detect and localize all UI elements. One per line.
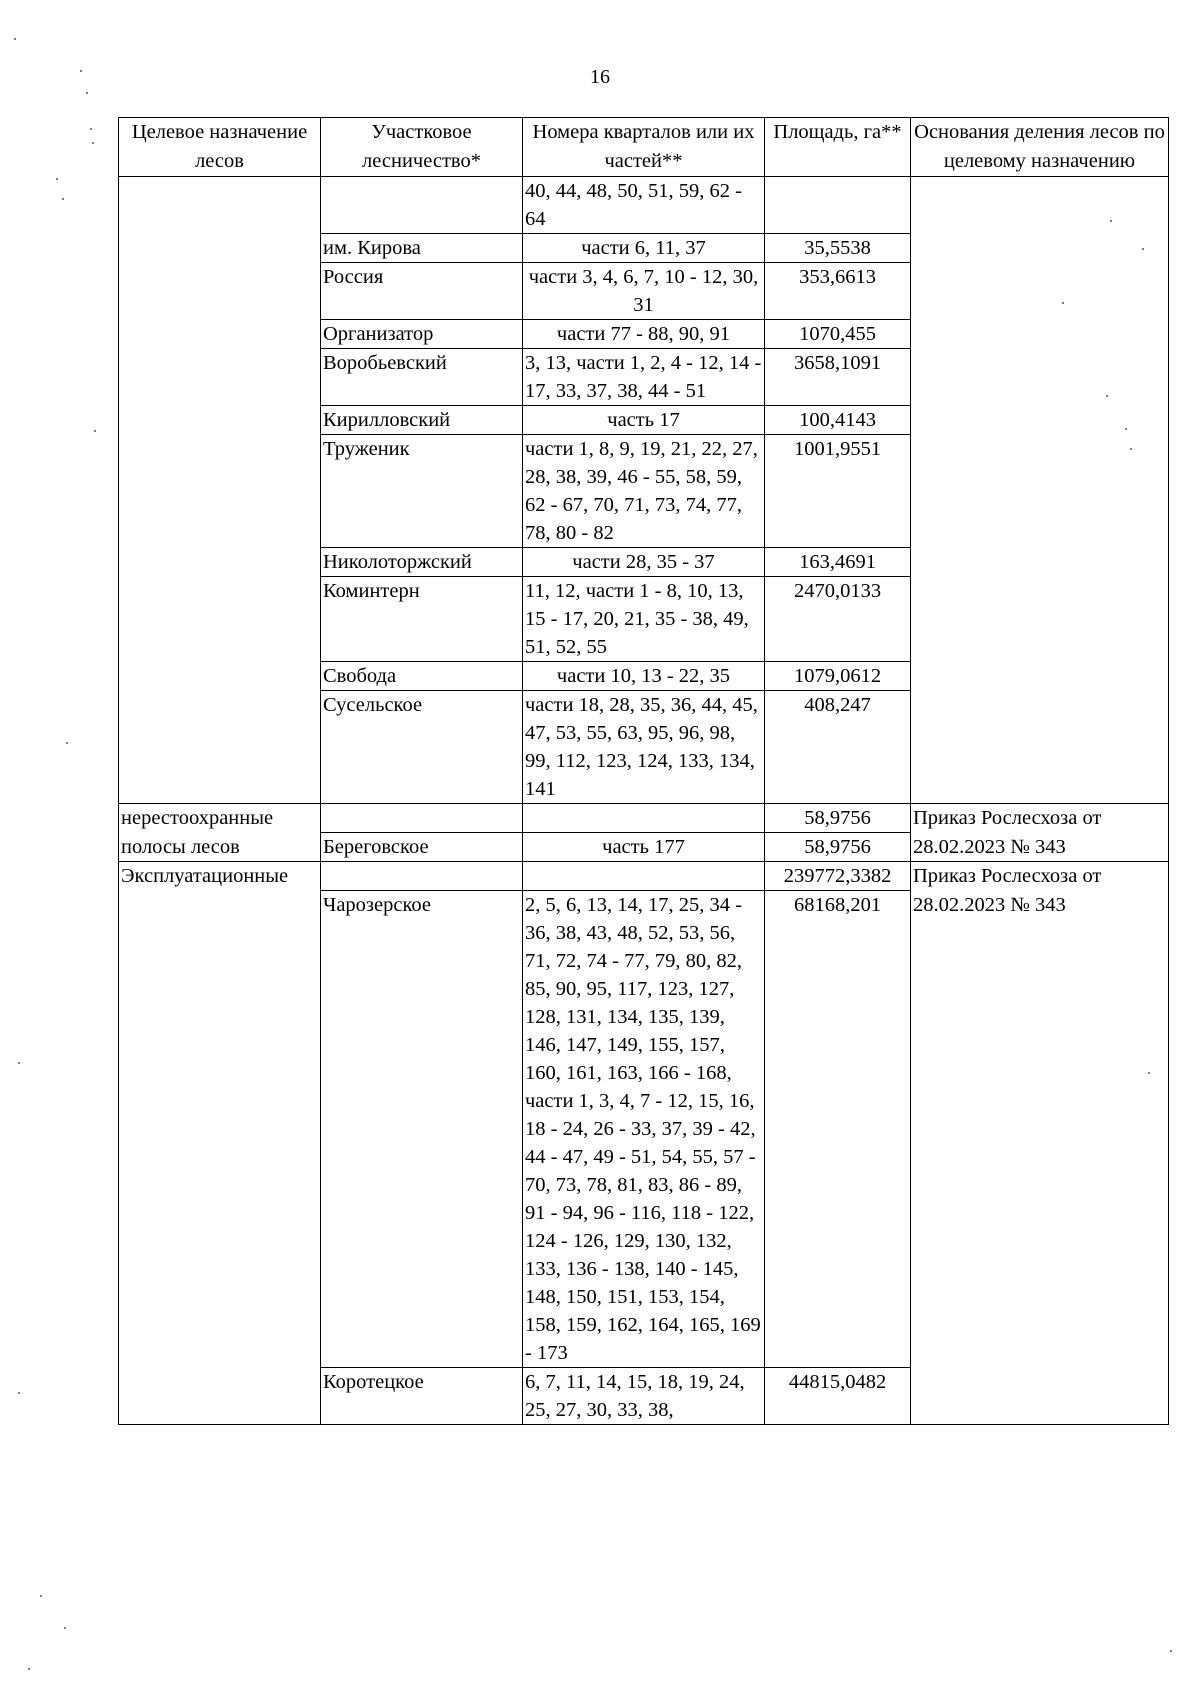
table-row [119, 833, 1169, 862]
area-cell: 1079,0612 [765, 662, 911, 691]
area-cell: 2470,0133 [765, 577, 911, 662]
header-quarters: Номера кварталов или их частей** [523, 118, 765, 177]
quarters-cell: части 3, 4, 6, 7, 10 - 12, 30, 31 [523, 263, 765, 320]
purpose-cell-continued [119, 177, 321, 804]
table-row [119, 1368, 1169, 1425]
purpose-cell: нерестоохранные [119, 804, 321, 833]
district-cell: Свобода [321, 662, 523, 691]
district-cell: Организатор [321, 320, 523, 349]
quarters-cell [523, 804, 765, 833]
area-cell: 353,6613 [765, 263, 911, 320]
district-cell: Труженик [321, 435, 523, 548]
district-cell: Николоторжский [321, 548, 523, 577]
table-row [119, 862, 1169, 891]
quarters-cell: 2, 5, 6, 13, 14, 17, 25, 34 - 36, 38, 43, 48, 52, 53, 56, 71, 72, 74 - 77, 79, 80, 82, 85, 90, 95, 117, 123, 127, 128, 131, 134, 135, 139, 146, 147, 149, 155, 157, 160, 161, 163, 166 - 168, части 1, 3, 4, 7 - 12, 15, 16, 18 - 24, 26 - 33, 37, 39 - 42, 44 - 47, 49 - 51, 54, 55, 57 - 70, 73, 78, 81, 83, 86 - 89, 91 - 94, 96 - 116, 118 - 122, 124 - 126, 129, 130, 132, 133, 136 - 138, 140 - 145, 148, 150, 151, 153, 154, 158, 159, 162, 164, 165, 169 - 173 [523, 891, 765, 1368]
quarters-cell: части 6, 11, 37 [523, 234, 765, 263]
district-cell: Сусельское [321, 691, 523, 804]
district-cell: Воробьевский [321, 349, 523, 406]
quarters-cell: части 1, 8, 9, 19, 21, 22, 27, 28, 38, 39, 46 - 55, 58, 59, 62 - 67, 70, 71, 73, 74, 77, 78, 80 - 82 [523, 435, 765, 548]
district-cell: Чарозерское [321, 891, 523, 1368]
area-cell: 100,4143 [765, 406, 911, 435]
area-cell: 1070,455 [765, 320, 911, 349]
quarters-cell: часть 177 [523, 833, 765, 862]
quarters-cell: 6, 7, 11, 14, 15, 18, 19, 24, 25, 27, 30, 33, 38, [523, 1368, 765, 1425]
table-row [119, 804, 1169, 833]
total-area-cell: 58,9756 [765, 804, 911, 833]
table-row [119, 177, 1169, 234]
area-cell: 163,4691 [765, 548, 911, 577]
district-cell [321, 804, 523, 833]
basis-cell: Приказ Рослесхоза от [911, 804, 1169, 833]
quarters-cell: часть 17 [523, 406, 765, 435]
area-cell: 35,5538 [765, 234, 911, 263]
total-area-cell: 239772,3382 [765, 862, 911, 891]
purpose-cell-continued [119, 891, 321, 1368]
table-row [119, 891, 1169, 1368]
district-cell: Береговское [321, 833, 523, 862]
area-cell: 3658,1091 [765, 349, 911, 406]
header-area: Площадь, га** [765, 118, 911, 177]
basis-cell-continued [911, 1368, 1169, 1425]
district-cell: Коминтерн [321, 577, 523, 662]
basis-cell-continued [911, 177, 1169, 804]
quarters-cell: 3, 13, части 1, 2, 4 - 12, 14 - 17, 33, 37, 38, 44 - 51 [523, 349, 765, 406]
district-cell: Россия [321, 263, 523, 320]
header-district: Участковое лесничество* [321, 118, 523, 177]
area-cell: 68168,201 [765, 891, 911, 1368]
forest-purpose-table [118, 117, 1169, 1425]
basis-cell: Приказ Рослесхоза от [911, 862, 1169, 891]
quarters-cell: 40, 44, 48, 50, 51, 59, 62 - 64 [523, 177, 765, 234]
table-header-row [119, 118, 1169, 177]
quarters-cell: 11, 12, части 1 - 8, 10, 13, 15 - 17, 20, 21, 35 - 38, 49, 51, 52, 55 [523, 577, 765, 662]
area-cell [765, 177, 911, 234]
area-cell: 44815,0482 [765, 1368, 911, 1425]
district-cell: Коротецкое [321, 1368, 523, 1425]
area-cell: 408,247 [765, 691, 911, 804]
district-cell [321, 177, 523, 234]
quarters-cell: части 18, 28, 35, 36, 44, 45, 47, 53, 55, 63, 95, 96, 98, 99, 112, 123, 124, 133, 134, 141 [523, 691, 765, 804]
quarters-cell: части 10, 13 - 22, 35 [523, 662, 765, 691]
basis-cell: 28.02.2023 № 343 [911, 891, 1169, 1368]
quarters-cell: части 28, 35 - 37 [523, 548, 765, 577]
header-basis: Основания деления лесов по целевому назначению [911, 118, 1169, 177]
header-purpose: Целевое назначение лесов [119, 118, 321, 177]
purpose-cell-continued [119, 1368, 321, 1425]
basis-cell: 28.02.2023 № 343 [911, 833, 1169, 862]
page-number: 16 [590, 66, 610, 88]
quarters-cell [523, 862, 765, 891]
area-cell: 1001,9551 [765, 435, 911, 548]
area-cell: 58,9756 [765, 833, 911, 862]
purpose-cell: Эксплуатационные [119, 862, 321, 891]
district-cell [321, 862, 523, 891]
quarters-cell: части 77 - 88, 90, 91 [523, 320, 765, 349]
district-cell: им. Кирова [321, 234, 523, 263]
district-cell: Кирилловский [321, 406, 523, 435]
purpose-cell: полосы лесов [119, 833, 321, 862]
